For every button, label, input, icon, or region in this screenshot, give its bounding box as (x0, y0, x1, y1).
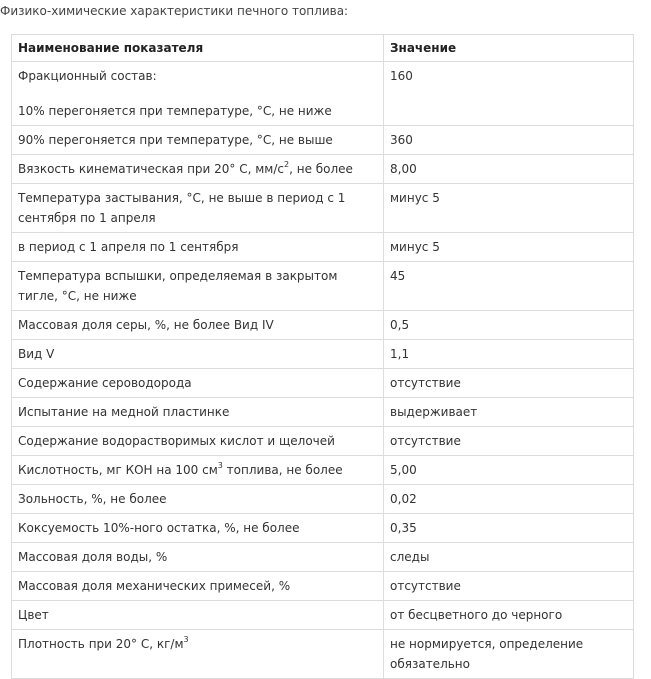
row-value: от бесцветного до черного (384, 601, 634, 630)
row-name: в период с 1 апреля по 1 сентября (12, 233, 384, 262)
table-row (12, 543, 634, 572)
row-name: Массовая доля серы, %, не более Вид IV (12, 311, 384, 340)
row-name-pre: Плотность при 20° С, кг/м (18, 637, 184, 651)
table-row (12, 514, 634, 543)
header-value: Значение (384, 35, 634, 62)
table-row (12, 456, 634, 485)
row-name-sup: 3 (217, 461, 223, 470)
row-name-line2: 10% перегоняется при температуре, °С, не ниже (18, 104, 332, 118)
table-row (12, 427, 634, 456)
row-name: Массовая доля воды, % (12, 543, 384, 572)
row-name-line1: Фракционный состав: (18, 69, 157, 83)
row-name-post: топлива, не более (222, 463, 343, 477)
row-value: следы (384, 543, 634, 572)
row-name-sup: 3 (183, 635, 189, 644)
row-name (12, 456, 384, 485)
row-name: Массовая доля механических примесей, % (12, 572, 384, 601)
row-value: отсутствие (384, 572, 634, 601)
row-value: 1,1 (384, 340, 634, 369)
row-name: Зольность, %, не более (12, 485, 384, 514)
table-row (12, 398, 634, 427)
table-header-row (12, 35, 634, 62)
row-value: отсутствие (384, 369, 634, 398)
row-name: Температура вспышки, определяемая в закрытом тигле, °С, не ниже (12, 262, 384, 311)
row-name-pre: Вязкость кинематическая при 20° С, мм/с (18, 162, 284, 176)
table-row (12, 340, 634, 369)
row-name-pre: Кислотность, мг КОН на 100 см (18, 463, 218, 477)
fuel-specs-table (11, 34, 634, 679)
row-name: Вид V (12, 340, 384, 369)
table-row (12, 62, 634, 126)
row-value: минус 5 (384, 233, 634, 262)
row-name: Цвет (12, 601, 384, 630)
row-name: Коксуемость 10%-ного остатка, %, не более (12, 514, 384, 543)
row-value: 0,35 (384, 514, 634, 543)
table-caption: Физико-химические характеристики печного топлива: (0, 4, 349, 18)
row-name: Испытание на медной пластинке (12, 398, 384, 427)
row-value: 160 (384, 62, 634, 126)
table-row (12, 311, 634, 340)
row-value: 8,00 (384, 155, 634, 184)
row-value: выдерживает (384, 398, 634, 427)
table-row (12, 369, 634, 398)
table-row (12, 572, 634, 601)
row-value: минус 5 (384, 184, 634, 233)
table-row (12, 601, 634, 630)
row-name (12, 630, 384, 679)
row-value: не нормируется, определение обязательно (384, 630, 634, 679)
table-row (12, 155, 634, 184)
row-name: 90% перегоняется при температуре, °С, не выше (12, 126, 384, 155)
row-name: Содержание водорастворимых кислот и щелочей (12, 427, 384, 456)
row-value: 0,02 (384, 485, 634, 514)
row-value: отсутствие (384, 427, 634, 456)
table-row (12, 485, 634, 514)
table-row (12, 184, 634, 233)
row-value: 5,00 (384, 456, 634, 485)
row-name (12, 62, 384, 126)
row-name-sup: 2 (284, 160, 290, 169)
table-row (12, 630, 634, 679)
row-value: 0,5 (384, 311, 634, 340)
header-name: Наименование показателя (12, 35, 384, 62)
row-name: Содержание сероводорода (12, 369, 384, 398)
row-name (12, 155, 384, 184)
row-value: 45 (384, 262, 634, 311)
row-name-post: , не более (289, 162, 353, 176)
row-name: Температура застывания, °С, не выше в период с 1 сентября по 1 апреля (12, 184, 384, 233)
table-row (12, 233, 634, 262)
row-value: 360 (384, 126, 634, 155)
table-row (12, 126, 634, 155)
table-row (12, 262, 634, 311)
